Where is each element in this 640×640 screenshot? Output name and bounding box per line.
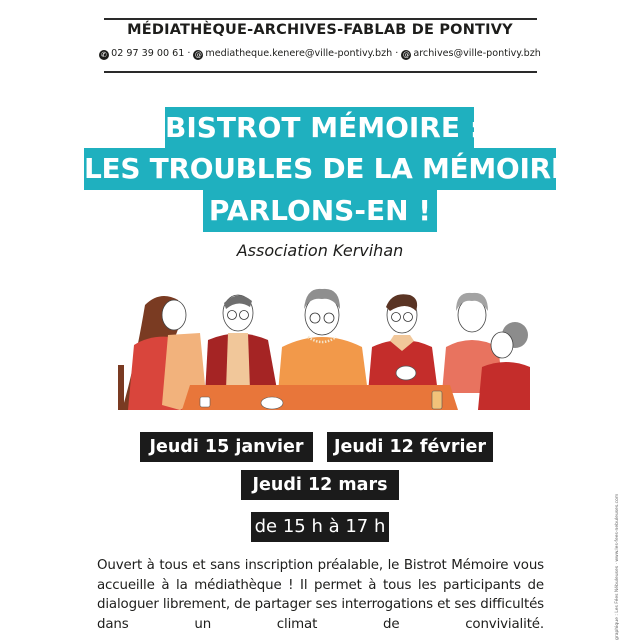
title-line-3: PARLONS-EN ! xyxy=(203,189,437,232)
date-badge-march: Jeudi 12 mars xyxy=(241,470,399,500)
title-line-1: BISTROT MÉMOIRE : xyxy=(165,107,474,149)
separator: · xyxy=(395,48,399,59)
at-icon: @ xyxy=(194,51,202,59)
title-line-2: LES TROUBLES DE LA MÉMOIRE, xyxy=(84,148,556,190)
people-at-table-illustration xyxy=(110,285,530,415)
phone-icon: ✆ xyxy=(99,50,109,60)
association-name: Association Kervihan xyxy=(236,241,404,260)
event-description: Ouvert à tous et sans inscription préalable, le Bistrot Mémoire vous accueille à la médiathèque ! Il permet à tous les participants de dialoguer librement, de partager ses interrogations et ses difficultés dans un climat de convivialité. xyxy=(97,558,544,632)
date-badge-february: Jeudi 12 février xyxy=(327,432,493,462)
at-icon: @ xyxy=(402,51,410,59)
contact-line xyxy=(0,48,640,60)
phone-number[interactable]: 02 97 39 00 61 xyxy=(111,48,185,59)
time-badge: de 15 h à 17 h xyxy=(251,512,389,542)
organization-title: MÉDIATHÈQUE-ARCHIVES-FABLAB DE PONTIVY xyxy=(127,22,513,38)
top-rule xyxy=(104,18,537,20)
bottom-rule xyxy=(104,71,537,73)
email-archives[interactable]: archives@ville-pontivy.bzh xyxy=(413,48,541,59)
graphic-credit: graphique : Les Fées Nébuleuses · www.les-fees-nebuleuses.com xyxy=(615,493,620,640)
email-mediatheque[interactable]: mediatheque.kenere@ville-pontivy.bzh xyxy=(205,48,393,59)
separator: · xyxy=(187,48,191,59)
date-badge-january: Jeudi 15 janvier xyxy=(140,432,313,462)
